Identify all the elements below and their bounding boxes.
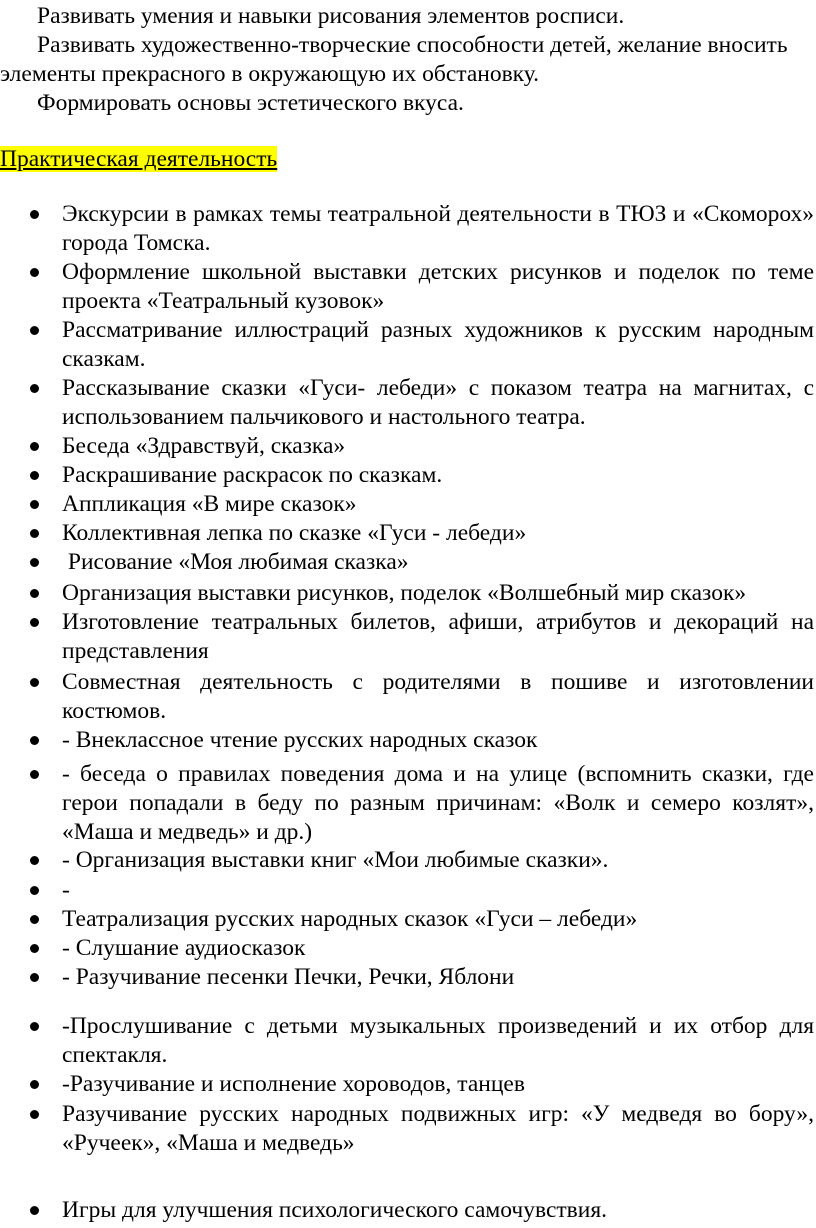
list-item-text: -Прослушивание с детьми музыкальных произведений и их отбор для спектакля.: [62, 1013, 814, 1068]
bullet-icon: [30, 944, 39, 953]
bullet-icon: [30, 1206, 39, 1215]
list-item-text: - Организация выставки книг «Мои любимые сказки».: [62, 847, 609, 873]
list-item-text: Раскрашивание раскрасок по сказкам.: [62, 462, 443, 488]
section-heading: [0, 145, 277, 174]
intro-paragraph: Развивать умения и навыки рисования элементов росписи.: [37, 3, 625, 29]
bullet-icon: [30, 529, 39, 538]
bullet-icon: [30, 915, 39, 924]
bullet-icon: [30, 500, 39, 509]
bullet-icon: [30, 558, 39, 567]
intro-paragraph: Формировать основы эстетического вкуса.: [37, 90, 464, 116]
intro-paragraph: Развивать художественно-творческие способности детей, желание вносить элементы прекрасного в окружающую их обстановку.: [0, 32, 788, 87]
list-item-text: Разучивание русских народных подвижных игр: «У медведя во бору», «Ручеек», «Маша и медведь»: [62, 1101, 814, 1156]
bullet-icon: [30, 442, 39, 451]
bullet-icon: [30, 736, 39, 745]
list-item-text: Игры для улучшения психологического самочувствия.: [62, 1197, 607, 1223]
bullet-icon: [30, 384, 39, 393]
bullet-icon: [30, 1080, 39, 1089]
bullet-icon: [30, 973, 39, 982]
intro-section: [0, 2, 812, 118]
list-item-text: Рисование «Моя любимая сказка»: [62, 549, 409, 575]
list-item-text: Оформление школьной выставки детских рисунков и поделок по теме проекта «Театральный кузовок»: [62, 259, 814, 314]
list-item-text: Коллективная лепка по сказке «Гуси - лебеди»: [62, 520, 527, 546]
bullet-icon: [30, 856, 39, 865]
list-item-text: Театрализация русских народных сказок «Гуси – лебеди»: [62, 906, 638, 932]
bullet-icon: [30, 471, 39, 480]
bullet-icon: [30, 1110, 39, 1119]
list-item-text: - Внеклассное чтение русских народных сказок: [62, 727, 538, 753]
list-item-text: Изготовление театральных билетов, афиши, атрибутов и декораций на представления: [62, 609, 814, 664]
bullet-icon: [30, 210, 39, 219]
list-item-text: - Слушание аудиосказок: [62, 935, 306, 961]
bullet-icon: [30, 1022, 39, 1031]
list-item-text: - Разучивание песенки Печки, Речки, Яблони: [62, 964, 515, 990]
bullet-icon: [30, 770, 39, 779]
bullet-icon: [30, 326, 39, 335]
bullet-icon: [30, 678, 39, 687]
list-item-text: Рассказывание сказки «Гуси- лебеди» с показом театра на магнитах, с использованием пальчикового и настольного театра.: [62, 375, 814, 430]
list-item-text: - беседа о правилах поведения дома и на улице (вспомнить сказки, где герои попадали в беду по разным причинам: «Волк и семеро козлят», «Маша и медведь» и др.): [62, 761, 814, 845]
section-heading-text: Практическая деятельность: [0, 146, 278, 172]
list-item-text: -Разучивание и исполнение хороводов, танцев: [62, 1071, 525, 1097]
list-item-text: Рассматривание иллюстраций разных художников к русским народным сказкам.: [62, 317, 814, 372]
list-item-text: Организация выставки рисунков, поделок «Волшебный мир сказок»: [62, 580, 747, 606]
list-item-text: Совместная деятельность с родителями в пошиве и изготовлении костюмов.: [62, 669, 814, 724]
list-item-text: Аппликация «В мире сказок»: [62, 491, 357, 517]
list-item-text: -: [62, 877, 70, 903]
bullet-icon: [30, 886, 39, 895]
list-item-text: Беседа «Здравствуй, сказка»: [62, 433, 346, 459]
bullet-icon: [30, 589, 39, 598]
list-item-text: Экскурсии в рамках темы театральной деятельности в ТЮЗ и «Скоморох» города Томска.: [62, 201, 814, 256]
bullet-icon: [30, 618, 39, 627]
bullet-icon: [30, 268, 39, 277]
